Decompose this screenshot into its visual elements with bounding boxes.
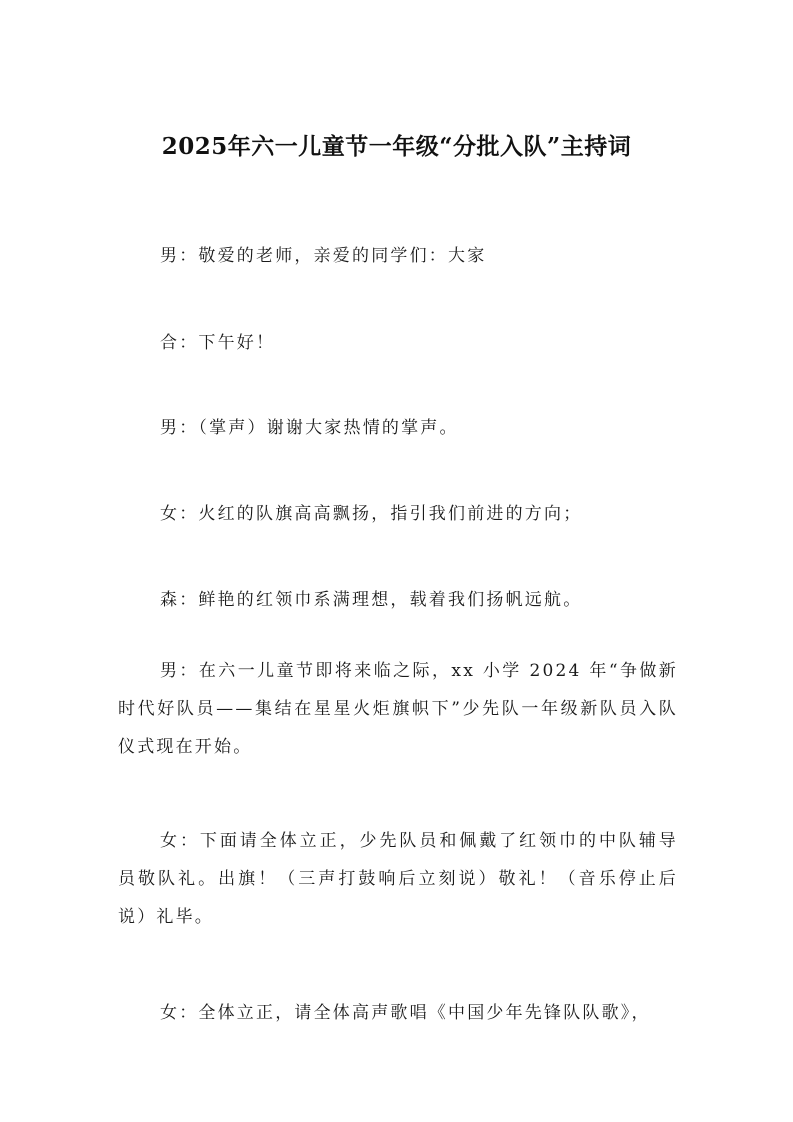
paragraph-salute: 女：下面请全体立正，少先队员和佩戴了红领巾的中队辅导员敬队礼。出旗！（三声打鼓响后立刻说）敬礼！（音乐停止后说）礼毕。 [118,831,678,927]
paragraph-greeting-male: 男：敬爱的老师，亲爱的同学们：大家 [160,246,487,266]
paragraph-anthem: 女：全体立正，请全体高声歌唱《中国少年先锋队队歌》， [160,1003,651,1023]
paragraph-greeting-together: 合：下午好！ [160,333,276,353]
paragraph-applause-thanks: 男：（掌声）谢谢大家热情的掌声。 [160,418,459,438]
document-title: 2025年六一儿童节一年级“分批入队”主持词 [161,133,632,160]
paragraph-flag-female: 女：火红的队旗高高飘扬，指引我们前进的方向； [160,504,583,524]
paragraph-ceremony-start: 男：在六一儿童节即将来临之际，xx 小学 2024 年“争做新时代好队员——集结在星星火炬旗帜下”少先队一年级新队员入队仪式现在开始。 [118,661,678,757]
paragraph-scarf: 森：鲜艳的红领巾系满理想，载着我们扬帆远航。 [160,590,583,610]
